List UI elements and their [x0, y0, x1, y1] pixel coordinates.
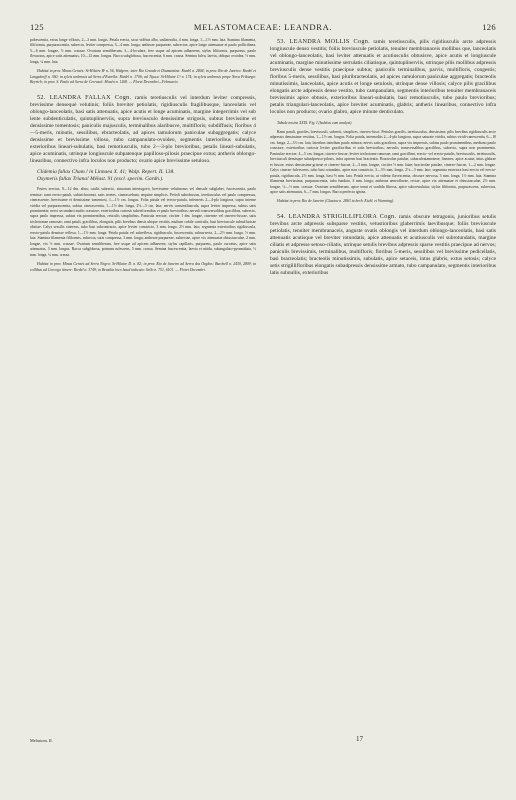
species-53-diagnosis: ramis teretiusculis, pilis rigidiusculis arcte adpressis longiuscule denso vestitis; foliis breviuscule petiolatis, tenuiter membranaceis mollibus que, lanceolatis vel oblongo-lanceolatis, basi leviter attenuatis et acutiusculis obtusisve, apice acutis et longiuscule acuminatis, margine minutissime serrulatis ciliatisque, quintuplinerviis, utrinque pilis mollibus adpressis breviusculis dense vestitis praecipue subtus; paniculis terminalibus, parvis, multifloris, congestis; floribus 5-meris, sessilibus, basi pluribracteolatis, ad apices ramulorum paniculae aggregatis; bracteolis minutissimis, lanceolatis, apice acutis et longe setulosis, utrinque dense villosis; calyce pilis gracilibus elongatis arcte adpressis dense vestito, tubo campanulato, segmentis interioribus tenuiter membranaceis brevissimis apice obtusis, exterioribus lineari-subulatis, basi remotiusculis, tubo paulo brevioribus; petalis triangulari-lanceolatis, apice breviter acuminatis, glabris; antheris linearibus, connectivo infra loculos non producto; ovario glabro, apice minute denticulato. [270, 39, 496, 116]
page-number-left: 125 [30, 22, 44, 32]
species-54-diagnosis: ramis obscure tetragonis, junioribus setulis brevibus arcte adpressis subsparse vestitis, vetustioribus glaberrimis laevibusque; foliis breviuscule petiolatis, tenuiter membranaceis, anguste ovatis oblongis vel interdum oblongo-lanceolatis, basi satis attenuatis acutisque vel breviter rotundatis, apice attenuatis et acutiusculis vel subrotundatis, margine ciliatis et adpresse setoso-ciliatis, utrinque setulis brevibus adpressis sparse vestitis praecipue ad nervos; paniculis brevissimis, terminalibus, multifloris; floribus 5-meris, sessilibus vel brevissime pedicellatis, basi bracteolatis; bracteolis minutissimis, subulatis, apice setaceis, intus glabris, extus setosis; calyce setis strigillifloribus elongatis subadpressis densissime armato, tubo campanulato, segmentis interioribus latis subnullis, exterioribus [270, 213, 496, 277]
habitat-paragraph: Habitat in prov. Rio de Janeiro (Glaziou n. 2863 in herb. Eichl. et Warming). [277, 199, 394, 204]
page-number-right: 126 [482, 22, 496, 32]
left-column [30, 38, 256, 277]
running-title: MELASTOMACEAE: LEANDRA. [193, 22, 333, 32]
continued-description: pubescentia, extus longe villosis, 2—3 mm. longis. Petala erecta, sicut vidētur albo, unilateralia, 4 mm. longa, 1—1½ mm. lata. Stamina filamenta, filiformia, purpurascentia, subrecta, leviter compressa, 3—4 mm. longa; antherae purpureae, subrectae, apice longe attenuatae et paulo pollicilinea, 5—6 mm. longae, ½ mm. crassae. Ovarium semiliberum, 3—4-loculare, free usque ad apicem adhaerens; stylus filiformis, purpureus, paulo flexuosus, apice satis attenuatus, 10—12 mm. longus. Bacca subglobosa, fuscescentia, 6 mm. crassa. Semina fulva, laevia, obliquo ovoidea, ½ mm. longa, ¼ mm. lata. [30, 38, 256, 64]
species-54-heading: 54. LEANDRA STRIGILLIFLORA Cogn. [277, 212, 397, 220]
running-header [30, 22, 496, 36]
two-column-body [30, 38, 496, 277]
species-53-entry [270, 38, 496, 117]
plate-citation: Tabula nostra XXIX. Fig. I (habitus cum analysi). [277, 120, 353, 125]
habitat-paragraph: Habitat in prov. Minas Geraës ad Serra Negra: St-Hilaire D. n. 82; in prov. Rio de Janeiro ad Serra dos Orgãos: Burchell n. 2430, 2809; in collibus ad Corcogo itinere: Riedel n. 3749; in Brasilia loco haud indicato: Sello n. 751, 6101. — Floret Decembri. [30, 262, 256, 272]
printer-signature: Melastom. II. [30, 738, 53, 743]
signature-number: 17 [356, 735, 363, 743]
synonym-citation: Oxymeris fallax Triana! Mélast. 91 (excl. specim. Gardn.). [37, 176, 164, 183]
species-53-heading: 53. LEANDRA MOLLIS Cogn. [277, 38, 370, 45]
species-52-diagnosis: ramis teretiusculis vel interdum leviter compressis, brevissime densequé velutinis; foliis breviter petiolatis, rigidiusculis fragilibusque, lanceolatis vel oblongo-lanceolatis, basi satis attenuatis, apice acutis et longe acuminatis, margine integerrimis vel sub lente subdenticulatis, quintuplinerviis, supra breviusculo densissime strigosis, subtus brevissime et densissime tomentosis; paniculis majusculis, terminalibus alaribusve, multifloris; subdiffusis; floribus 4—5-meris, minutis, sessilibus, ebracteolatis, ad apices ramulorum paniculae subaggregatis; calyce densissime et brevissime villoso, tubo campanulato-ovoideo, segmentis interioribus subnullis, exterioribus lineari-subulatis, basi remotiusculis, tubo 2—3-plo brevioribus, petalis lineari-subulatis, apice acuminatis, utrinque longiuscule subpatenque papilloso-pilosis praecipue extus; antheris oblongo-linearibus, connectivo infra loculos non producto; ovario apice brevissime setuloso. [30, 94, 256, 165]
habitat-paragraph: Habitat in prov. Minas Geraës: St-Hilaire B¹ n. 56, Widgren; inter Rio Grande et Diamantina: Riedel n. 2804; in prov. Rio de Janeiro: Riedel et Langsdorff n. 360; in sylvis umbrosis ad Serra d'Estrella: Riedel n. 1706; ad Tijuca: St-Hilaire C² n. 174; in sylvis umbrosis prope Nova Friburgo: Beyrich; in prov. S. Paulo ad Serra de Cerrasol: Mosén n. 1268. — Floret Decembri—Februario. [30, 69, 256, 85]
species-53-description: Rami paruli, graciles, breviusculi, subrecti, simplices, cinereo-fusci. Petiolus gracilis, teretiusculus, densissime, pilis brevibus rigidiusculis arcte adpressis densissime vestitus, 1—1½ cm. longus. Folia patula, internodiis 2—4-plo longiora, supra saturate viridia, subtus viridi-canescentia, 6—10 cm. longa, 2—3½ cm. lata, lateribus interdum paulo minora; nervis satis graciliora, supra vix impressis, subtus paulo prominentibus, mediano paulo crassiore, exterioribus curiosis leviter gracilioribus et satis brevioribus; nervulis transversalibus gracilibus, subrecto, supra non prominentis. Paniculae erectae, 4—5 cm. longae, cinereo-fuscae, leviter trichotome ramosae; rami gracillimi, erecto- vel erecto-patulis, breviusculis, teretiusculis, breviusculi densisque subadpresso-pilosis, infra apicem basi bracteatis. Bracteolae patulae, subaculeatameaeae, lineares, apice acutae, intus glabrae et fuscae, extus densissime griseae et cinereo-fuscae, 2—3 mm. longae, circiter ½ mm. latae; bracteolae patulae, cinereo-fuscae, 1—2 mm. longae. Calyx cinereo-fulvescens, tubo basi rotundato, apice non constricto, 3—3½ mm. longo, 2½—3 mm. lato; segmenta exteriora basi erecta vel erecto-patula, rigidiuscula, 2½ mm. longa, basi ⅔ mm. lata. Petala erecta, ut videtur flavescentia, obscure nervosa, 3 mm. longa, 1½ mm. lata. Stamina filamenta brevissima, purpurascentia, tubo fundato, 3 mm. longa; antherae aeneoflavae, rectae, apice vix attenuatae et obtusiusculae, 2½ mm. longae, ⅓—½ mm. crassae. Ovarium semiliberum, apice tenui et sordida fibrosa, apice subcrenulatus; stylus filiformis, purpurascens, subrectus, apice satis attenuatus, 6—7 mm. longus. Bacca perfecta ignota. [270, 129, 496, 194]
synonym-citation: Clidemia fallax Cham.! in Linnaea X. 41; Walp. Repert. II. 138. [37, 169, 175, 176]
species-52-heading: 52. LEANDRA FALLAX Cogn. [37, 93, 132, 101]
species-54-entry [270, 213, 496, 277]
species-52-description: Frutex erectus, 9—12 dm. altus; caulis subrecto, sinuatum interiugoeo, brevissime velutinosus vel densule subglaber, fuscescentia, paulo remisse; rami erecto-patuli, subtrichotomii, satis teretes, cinerascebant, aequine simplicis. Petioli subrobustus, teretiusculus vel paulo compressus, cinerascente, brevissime et densissime tomentosi, 1—1½ cm. longus. Folia patula vel erecto-patula, inferneris 2—4-plo longiora, supra intense viridia vel purpurascentia, subtus cinerascentia, 1—1½ dm. longa, 2½—5 cm. lata; nervis consimiliuscula, supra leviter impressa, subtus satis prominentis; nervi secundarii multo crassiore, exterioribus curiosis suberiformibus et paulo brevioribus; nervuli transversalibus gracilibus, subrecto, supra paulo impressa, subtus vix prominentibus, reticulis simplicibus. Panicula erectae, circiter 1 dm. longae, cinereae vel cinereo-fuscae, satis trichotomae ramosae; rami patuli, gracilibus, elongatis, pilis brevibus densis ubique vestitis, multum cubile caniculis, basi breviuscule subsulfuricae obsitae. Calyx sessilis cinereus, tubo basi subcontracto, apice leviter constricto, 3 mm. longo, 2½ mm. lato; segmenta exterioribus rigidiuscula, erecto-patula densisse reflexa, 1—1½ mm. longa. Petala patula vel subreflexa, rigidiuscula, fuscescentia, subsurrecta, 2—2½ mm. longa, ½ mm. lata. Stamina filamenta filiformis, subrecta, satis compressa, 3 mm. longa; antherae purpureae, subrectae, apice vix attenuatae obtusiusculae, 2 mm. longae, vix ½ mm. crassae. Ovarium semiliberum, free usque ad apicem adhaerens; stylus capillaris, purpureus, paulo curvatus, apice satis attenuatus, 3 mm. longus. Bacca subglobosa, primum rufescens, 5 mm. crassa. Semina fuscescentia, laevia et nitida, subangulato-pyramidata, ⅓ mm. longa, ¼ mm. crassa. [30, 187, 256, 257]
species-52-entry [30, 94, 256, 165]
right-column [270, 38, 496, 277]
